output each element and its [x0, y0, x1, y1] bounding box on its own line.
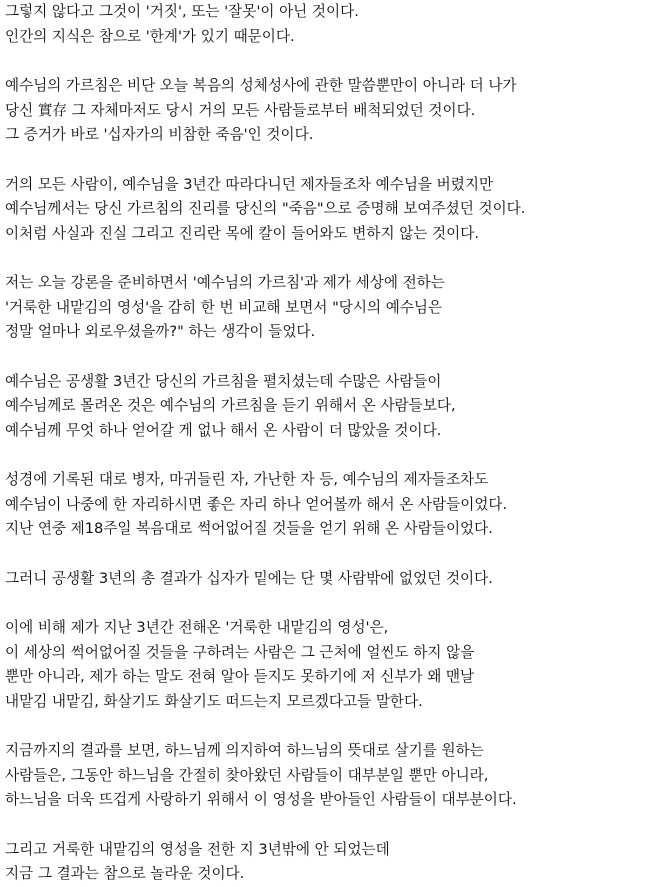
- text-line: 예수님의 가르침은 비단 오늘 복음의 성체성사에 관한 말씀뿐만이 아니라 더 나가: [5, 77, 517, 94]
- text-line: 그러니 공생활 3년의 총 결과가 십자가 밑에는 단 몇 사람밖에 없었던 것이다.: [5, 569, 493, 587]
- text-line: 저는 오늘 강론을 준비하면서 '예수님의 가르침'과 제가 세상에 전하는: [5, 274, 445, 291]
- text-line: 예수님은 공생활 3년간 당신의 가르침을 펼치셨는데 수많은 사람들이: [5, 372, 442, 390]
- text-line: 뿐만 아니라, 제가 하는 말도 전혀 알아 듣지도 못하기에 저 신부가 왜 맨날: [5, 668, 475, 685]
- document-body: [5, 0, 669, 887]
- text-line: 성경에 기록된 대로 병자, 마귀들린 자, 가난한 자 등, 예수님의 제자들조차도: [5, 471, 489, 488]
- paragraph-2: [5, 74, 669, 148]
- text-line: 지금까지의 결과를 보면, 하느님께 의지하여 하느님의 뜻대로 살기를 원하는: [5, 742, 484, 759]
- text-line: 그리고 거룩한 내맡김의 영성을 전한 지 3년밖에 안 되었는데: [5, 840, 390, 858]
- paragraph-5: [5, 370, 669, 444]
- text-line: 이에 비해 제가 지난 3년간 전해온 '거룩한 내맡김의 영성'은,: [5, 619, 389, 636]
- text-line: 정말 얼마나 외로우셨을까?" 하는 생각이 들었다.: [5, 323, 316, 340]
- text-line: 예수님이 나중에 한 자리하시면 좋은 자리 하나 얻어볼까 해서 온 사람들이었다.: [5, 495, 508, 513]
- paragraph-6: [5, 468, 669, 542]
- text-line: 인간의 지식은 참으로 '한계'가 있기 때문이다.: [5, 27, 295, 45]
- text-line: 예수님께 무엇 하나 얻어갈 게 없나 해서 온 사람이 더 많았을 것이다.: [5, 421, 442, 439]
- text-line: '거룩한 내맡김의 영성'을 감히 한 번 비교해 보면서 "당시의 예수님은: [5, 298, 443, 316]
- text-line: 이처럼 사실과 진실 그리고 진리란 목에 칼이 들어와도 변하지 않는 것이다.: [5, 224, 479, 242]
- text-line: 예수님께서는 당신 가르침의 진리를 당신의 "죽음"으로 증명해 보여주셨던 것이다.: [5, 200, 526, 217]
- text-line: 그 증거가 바로 '십자가의 비참한 죽음'인 것이다.: [5, 126, 314, 143]
- paragraph-8: [5, 616, 669, 714]
- paragraph-10: [5, 838, 669, 887]
- paragraph-9: [5, 739, 669, 813]
- text-line: 당신 實存 그 자체마저도 당시 거의 모든 사람들로부터 배척되었던 것이다.: [5, 101, 476, 119]
- text-line: 지금 그 결과는 참으로 놀라운 것이다.: [5, 865, 245, 882]
- text-line: 사람들은, 그동안 하느님을 간절히 찾아왔던 사람들이 대부분일 뿐만 아니라,: [5, 766, 489, 784]
- text-line: 예수님께로 몰려온 것은 예수님의 가르침을 듣기 위해서 온 사람들보다,: [5, 397, 456, 414]
- paragraph-4: [5, 271, 669, 345]
- text-line: 내맡김 내맡김, 화살기도 화살기도 떠드는지 모르겠다고들 말한다.: [5, 692, 423, 710]
- paragraph-7: [5, 567, 669, 592]
- text-line: 지난 연중 제18주일 복음대로 썩어없어질 것들을 얻기 위해 온 사람들이었다.: [5, 520, 493, 537]
- text-line: 이 세상의 썩어없어질 것들을 구하려는 사람은 그 근처에 얼씬도 하지 않을: [5, 643, 475, 661]
- text-line: 거의 모든 사람이, 예수님을 3년간 따라다니던 제자들조차 예수님을 버렸지만: [5, 175, 494, 193]
- paragraph-1: [5, 0, 669, 49]
- text-line: 그렇지 않다고 그것이 '거짓', 또는 '잘못'이 아닌 것이다.: [5, 3, 359, 20]
- paragraph-3: [5, 173, 669, 247]
- text-line: 하느님을 더욱 뜨겁게 사랑하기 위해서 이 영성을 받아들인 사람들이 대부분이다.: [5, 791, 517, 808]
